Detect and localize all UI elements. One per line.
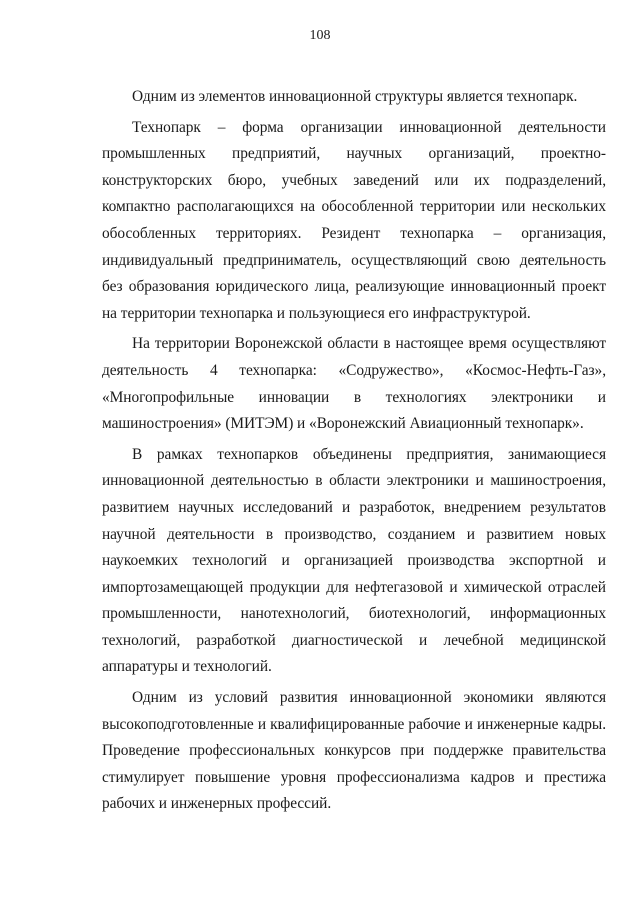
paragraph: Одним из условий развития инновационной экономики являются высокоподготовленные и квалифицированные рабочие и инженерные кадры. Проведение профессиональных конкурсов при поддержке правительства стимулирует повышение уровня профессионализма кадров и престижа рабочих и инженерных профессий. — [102, 689, 606, 813]
paragraph: На территории Воронежской области в настоящее время осуществляют деятельность 4 технопарка: «Содружество», «Космос-Нефть-Газ», «Многопрофильные инновации в технологиях электроники и машиностроения» (МИТЭМ) и «Воронежский Авиационный технопарк». — [102, 335, 606, 433]
page-number: 108 — [309, 28, 331, 43]
paragraph: В рамках технопарков объединены предприятия, занимающиеся инновационной деятельностью в области электроники и машиностроения, развитием научных исследований и разработок, внедрением результатов научной деятельности в производство, созданием и развитием новых наукоемких технологий и организацией производства экспортной и импортозамещающей продукции для нефтегазовой и химической отраслей промышленности, нанотехнологий, биотехнологий, информационных технологий, разработкой диагностической и лечебной медицинской аппаратуры и технологий. — [102, 445, 606, 676]
paragraph: Технопарк – форма организации инновационной деятельности промышленных предприятий, научных организаций, проектно-конструкторских бюро, учебных заведений или их подразделений, компактно располагающихся на обособленной территории или нескольких обособленных территориях. Резидент технопарка – организация, индивидуальный предприниматель, осуществляющий свою деятельность без образования юридического лица, реализующие инновационный проект на территории технопарка и пользующиеся его инфраструктурой. — [102, 118, 606, 322]
document-body — [102, 84, 606, 818]
paragraph: Одним из элементов инновационной структуры является технопарк. — [132, 88, 578, 105]
